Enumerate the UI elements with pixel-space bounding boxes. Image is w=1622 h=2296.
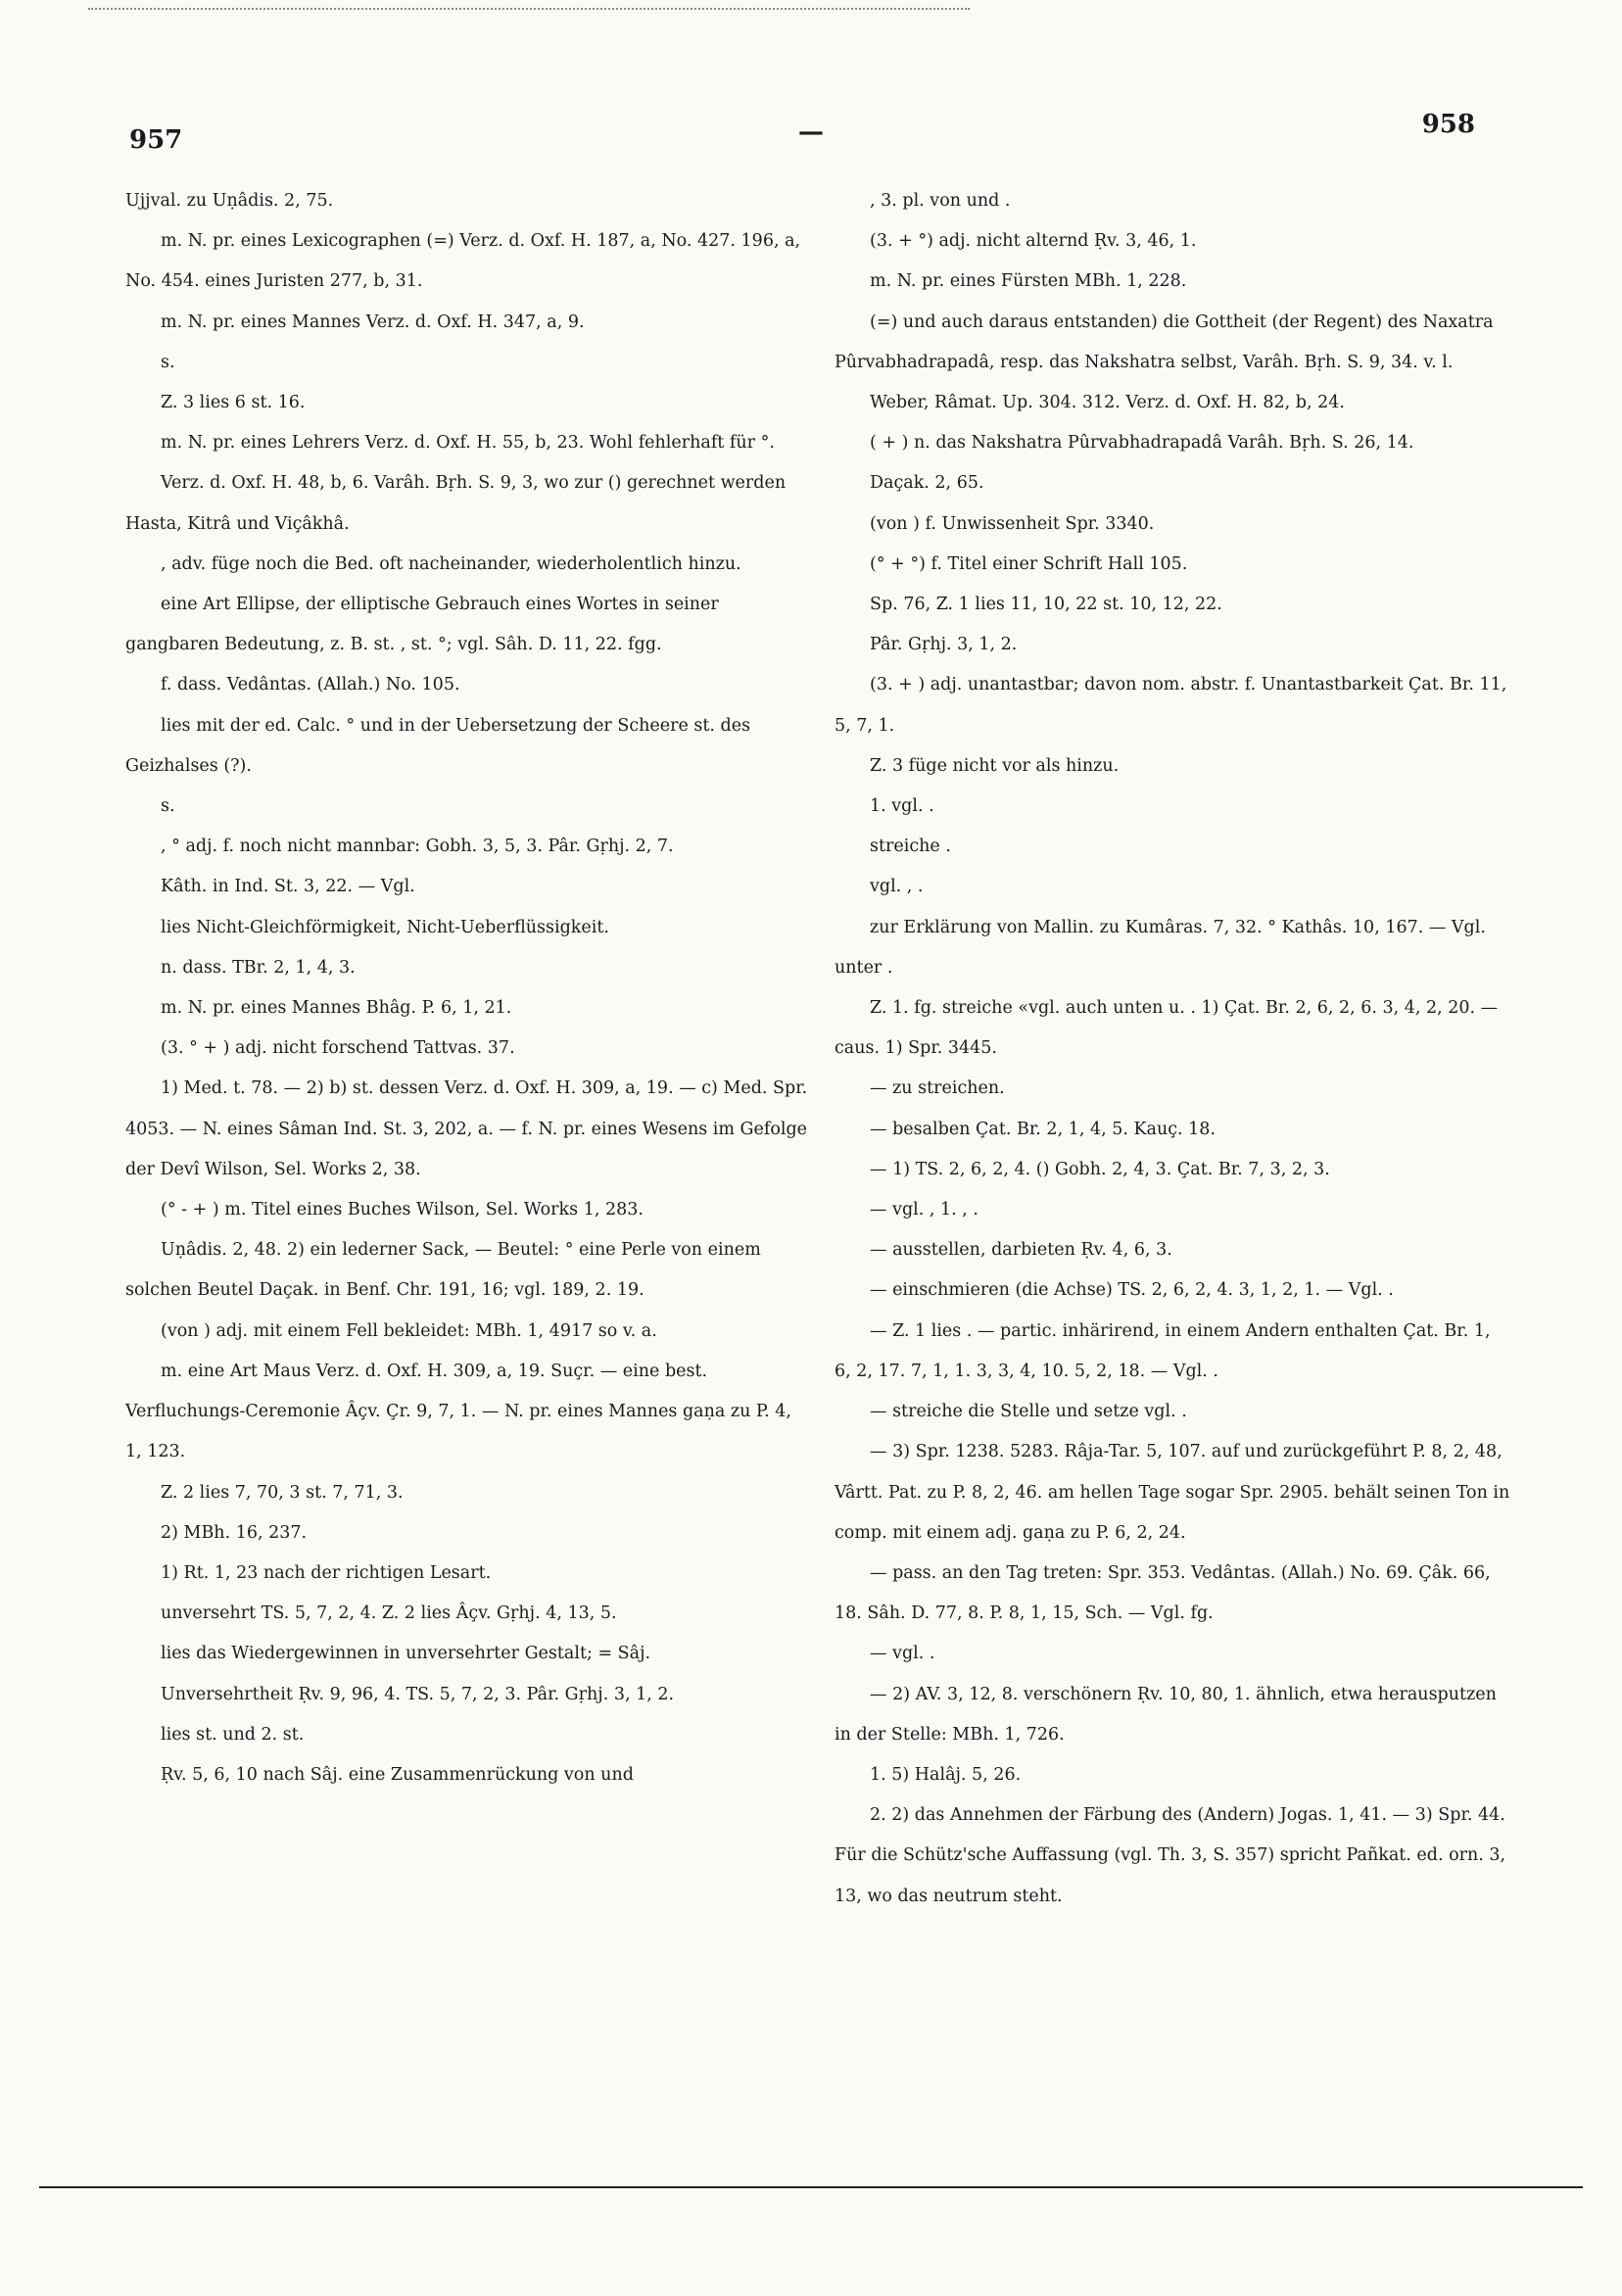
dictionary-entry: m. N. pr. eines Lexicographen (=) Verz. d. Oxf. H. 187, a, No. 427. 196, a, No. 454. eines Juristen 277, b, 31. (125, 231, 801, 292)
dictionary-entry: — 2) AV. 3, 12, 8. verschönern Ṛv. 10, 80, 1. ähnlich, etwa herausputzen in der Stelle: MBh. 1, 726. (835, 1684, 1497, 1745)
dictionary-entry: Ṛv. 5, 6, 10 nach Sâj. eine Zusammenrückung von und (161, 1764, 634, 1785)
dictionary-entry: eine Art Ellipse, der elliptische Gebrauch eines Wortes in seiner gangbaren Bedeutung, z. B. st. , st. °; vgl. Sâh. D. 11, 22. fgg. (125, 595, 719, 655)
dictionary-entry: , adv. füge noch die Bed. oft nacheinander, wiederholentlich hinzu. (161, 553, 741, 574)
dictionary-entry: — vgl. , 1. , . (870, 1200, 978, 1220)
dictionary-entry: — besalben Çat. Br. 2, 1, 4, 5. Kauç. 18. (870, 1119, 1216, 1139)
dictionary-entry: lies st. und 2. st. (161, 1724, 305, 1745)
dictionary-entry: — ausstellen, darbieten Ṛv. 4, 6, 3. (870, 1240, 1172, 1261)
bottom-rule (39, 2186, 1583, 2188)
dictionary-entry: , 3. pl. von und . (870, 191, 1011, 211)
dictionary-entry: (° - + ) m. Titel eines Buches Wilson, Sel. Works 1, 283. (161, 1200, 644, 1220)
dictionary-entry: — zu streichen. (870, 1078, 1005, 1099)
dictionary-entry: Z. 3 lies 6 st. 16. (161, 393, 306, 413)
dictionary-entry: (3. + ) adj. unantastbar; davon nom. abstr. f. Unantastbarkeit Çat. Br. 11, 5, 7, 1. (835, 675, 1507, 736)
dictionary-entry: s. (161, 352, 175, 372)
dictionary-entry: — streiche die Stelle und setze vgl. . (870, 1402, 1187, 1422)
dictionary-entry: Pâr. Gṛhj. 3, 1, 2. (870, 635, 1018, 655)
dictionary-entry: — Z. 1 lies . — partic. inhärirend, in einem Andern enthalten Çat. Br. 1, 6, 2, 17. 7, 1, 1. 3, 3, 4, 10. 5, 2, 18. — Vgl. . (835, 1320, 1491, 1381)
dictionary-entry: m. N. pr. eines Fürsten MBh. 1, 228. (870, 271, 1187, 292)
dictionary-entry: 1) Rt. 1, 23 nach der richtigen Lesart. (161, 1562, 492, 1583)
dictionary-entry: Sp. 76, Z. 1 lies 11, 10, 22 st. 10, 12, 22. (870, 595, 1222, 615)
dictionary-entry: Weber, Râmat. Up. 304. 312. Verz. d. Oxf. H. 82, b, 24. (870, 393, 1345, 413)
dictionary-entry: zur Erklärung von Mallin. zu Kumâras. 7, 32. ° Kathâs. 10, 167. — Vgl. unter . (835, 917, 1486, 978)
dictionary-entry: n. dass. TBr. 2, 1, 4, 3. (161, 957, 356, 978)
dictionary-entry: — pass. an den Tag treten: Spr. 353. Vedântas. (Allah.) No. 69. Çâk. 66, 18. Sâh. D. 77, 8. P. 8, 1, 15, Sch. — Vgl. fg. (835, 1562, 1491, 1624)
dictionary-entry: m. N. pr. eines Mannes Bhâg. P. 6, 1, 21. (161, 998, 512, 1019)
dictionary-entry: lies mit der ed. Calc. ° und in der Uebersetzung der Scheere st. des Geizhalses (?). (125, 715, 751, 776)
dictionary-entry: ( + ) n. das Nakshatra Pûrvabhadrapadâ Varâh. Bṛh. S. 26, 14. (870, 433, 1414, 454)
dictionary-entry: Z. 2 lies 7, 70, 3 st. 7, 71, 3. (161, 1482, 404, 1503)
dictionary-entry: Verz. d. Oxf. H. 48, b, 6. Varâh. Bṛh. S. 9, 3, wo zur () gerechnet werden Hasta, Kitrâ und Viçâkhâ. (125, 473, 787, 534)
running-heading: — (798, 118, 824, 147)
dictionary-entry: m. eine Art Maus Verz. d. Oxf. H. 309, a, 19. Suçr. — eine best. Verfluchungs-Ceremonie Âçv. Çr. 9, 7, 1. — N. pr. eines Mannes gaṇa zu P. 4, 1, 123. (125, 1361, 791, 1462)
dictionary-entry: streiche . (870, 837, 951, 857)
dictionary-entry: Uṇâdis. 2, 48. 2) ein lederner Sack, — Beutel: ° eine Perle von einem solchen Beutel Daçak. in Benf. Chr. 191, 16; vgl. 189, 2. 19. (125, 1240, 761, 1301)
dictionary-entry: vgl. , . (870, 877, 924, 897)
dictionary-entry: (° + °) f. Titel einer Schrift Hall 105. (870, 553, 1188, 574)
dictionary-entry: 2) MBh. 16, 237. (161, 1522, 308, 1543)
dictionary-entry: lies das Wiedergewinnen in unversehrter Gestalt; = Sâj. (161, 1644, 651, 1664)
left-column (125, 181, 811, 1795)
dictionary-entry: Kâth. in Ind. St. 3, 22. — Vgl. (161, 877, 415, 897)
dictionary-entry: — vgl. . (870, 1644, 935, 1664)
dictionary-entry: Z. 3 füge nicht vor als hinzu. (870, 755, 1120, 776)
dictionary-entry: 1) Med. t. 78. — 2) b) st. dessen Verz. d. Oxf. H. 309, a, 19. — c) Med. Spr. 4053. — N. eines Sâman Ind. St. 3, 202, a. — f. N. pr. eines Wesens im Gefolge der Devî Wilson, Sel. Works 2, 38. (125, 1078, 808, 1179)
page-number-left: 957 (129, 125, 183, 155)
dictionary-entry: — einschmieren (die Achse) TS. 2, 6, 2, 4. 3, 1, 2, 1. — Vgl. . (870, 1280, 1394, 1301)
dictionary-entry: lies Nicht-Gleichförmigkeit, Nicht-Ueberflüssigkeit. (161, 917, 609, 937)
dictionary-entry: Ujjval. zu Uṇâdis. 2, 75. (125, 191, 334, 211)
dictionary-entry: unversehrt TS. 5, 7, 2, 4. Z. 2 lies Âçv. Gṛhj. 4, 13, 5. (161, 1603, 617, 1624)
dictionary-entry: m. N. pr. eines Mannes Verz. d. Oxf. H. 347, a, 9. (161, 311, 585, 332)
dictionary-entry: Z. 1. fg. streiche «vgl. auch unten u. . 1) Çat. Br. 2, 6, 2, 6. 3, 4, 2, 20. — caus. 1) Spr. 3445. (835, 998, 1499, 1059)
dictionary-entry: — 1) TS. 2, 6, 2, 4. () Gobh. 2, 4, 3. Çat. Br. 7, 3, 2, 3. (870, 1159, 1330, 1179)
dictionary-entry: 1. 5) Halâj. 5, 26. (870, 1764, 1022, 1785)
dictionary-entry: , ° adj. f. noch nicht mannbar: Gobh. 3, 5, 3. Pâr. Gṛhj. 2, 7. (161, 837, 674, 857)
dictionary-entry: Daçak. 2, 65. (870, 473, 984, 494)
dictionary-entry: m. N. pr. eines Lehrers Verz. d. Oxf. H. 55, b, 23. Wohl fehlerhaft für °. (161, 433, 775, 454)
page-number-right: 958 (1421, 110, 1475, 139)
dictionary-entry: 1. vgl. . (870, 796, 934, 817)
right-column (835, 181, 1510, 1917)
dictionary-entry: (=) und auch daraus entstanden) die Gottheit (der Regent) des Naxatra Pûrvabhadrapadâ, resp. das Nakshatra selbst, Varâh. Bṛh. S. 9, 34. v. l. (835, 311, 1494, 372)
dictionary-entry: s. (161, 796, 175, 817)
dictionary-entry: Unversehrtheit Ṛv. 9, 96, 4. TS. 5, 7, 2, 3. Pâr. Gṛhj. 3, 1, 2. (161, 1684, 675, 1704)
scan-top-edge (88, 8, 970, 10)
dictionary-entry: — 3) Spr. 1238. 5283. Râja-Tar. 5, 107. auf und zurückgeführt P. 8, 2, 48, Vârtt. Pat. zu P. 8, 2, 46. am hellen Tage sogar Spr. 2905. behält seinen Ton in comp. mit einem adj. gaṇa zu P. 6, 2, 24. (835, 1442, 1510, 1543)
dictionary-entry: (von ) adj. mit einem Fell bekleidet: MBh. 1, 4917 so v. a. (161, 1320, 657, 1341)
dictionary-entry: (von ) f. Unwissenheit Spr. 3340. (870, 513, 1155, 534)
dictionary-entry: 2. 2) das Annehmen der Färbung des (Andern) Jogas. 1, 41. — 3) Spr. 44. Für die Schütz'sche Auffassung (vgl. Th. 3, S. 357) spricht Pañkat. ed. orn. 3, 13, wo das neutrum steht. (835, 1805, 1506, 1906)
dictionary-entry: f. dass. Vedântas. (Allah.) No. 105. (161, 675, 460, 695)
dictionary-entry: (3. + °) adj. nicht alternd Ṛv. 3, 46, 1. (870, 231, 1197, 252)
dictionary-entry: (3. ° + ) adj. nicht forschend Tattvas. 37. (161, 1038, 515, 1059)
